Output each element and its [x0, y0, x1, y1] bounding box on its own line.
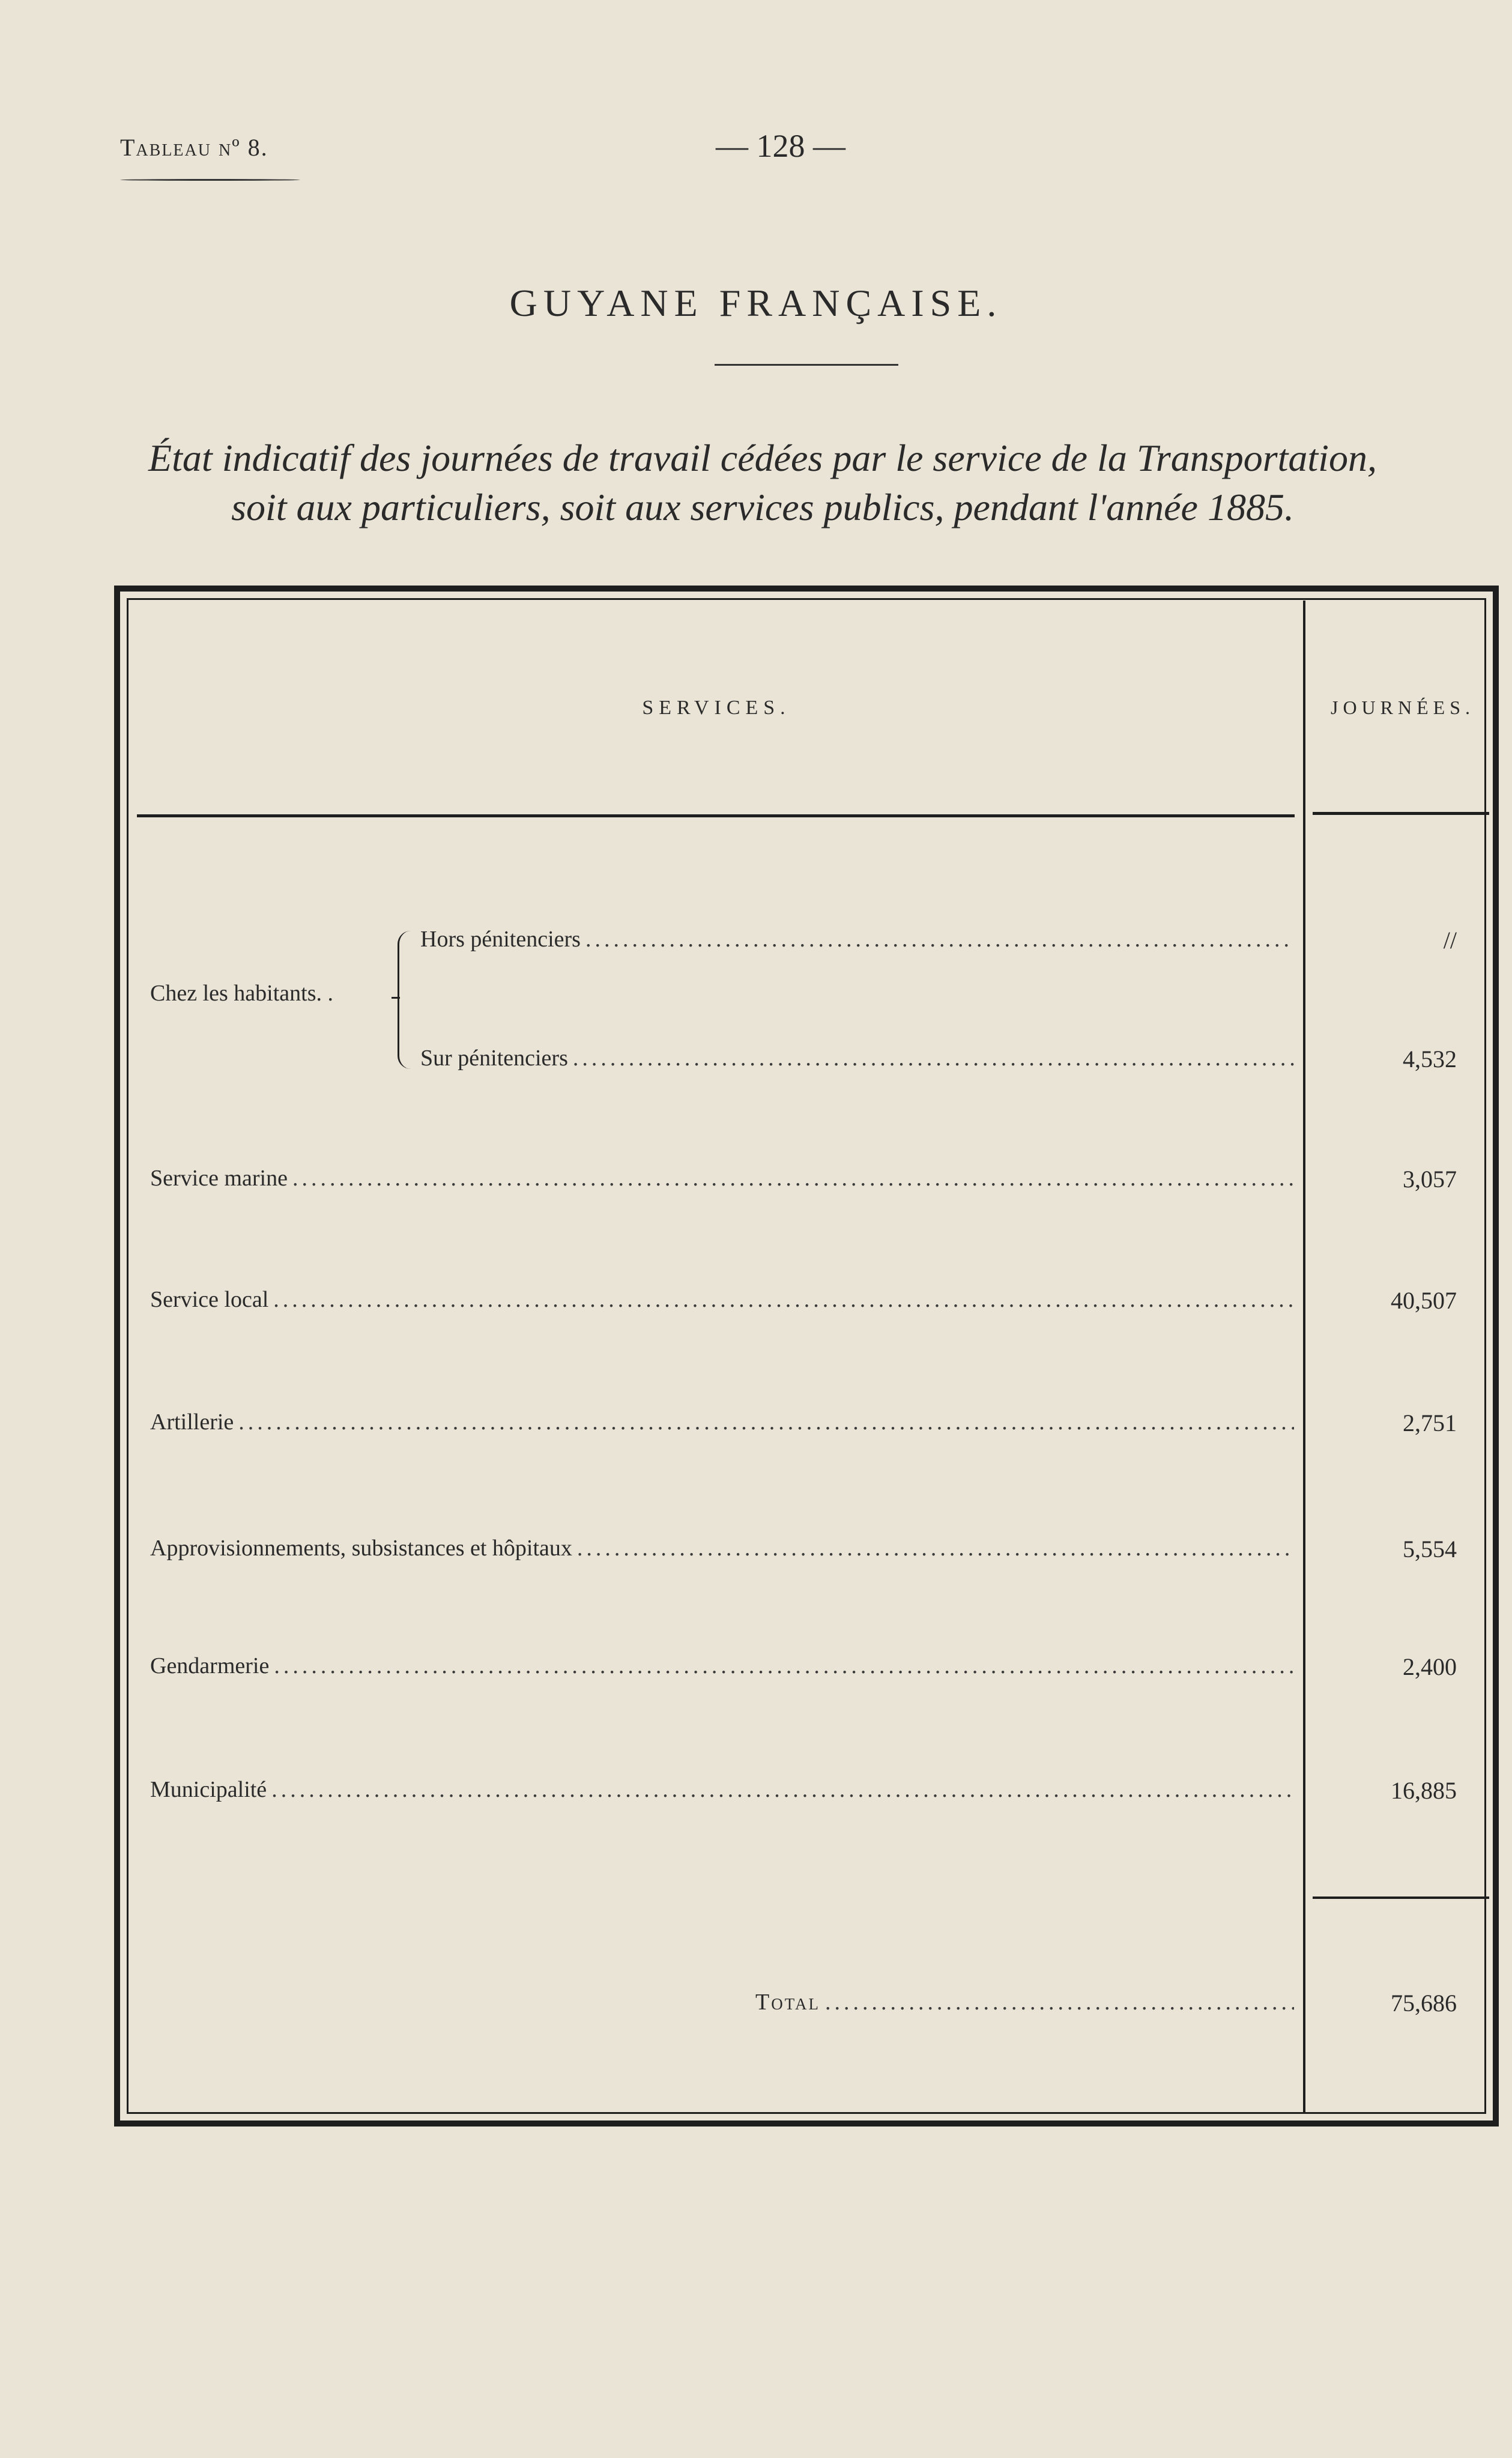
- table-row: [150, 1409, 1294, 1435]
- row-value: 5,554: [1403, 1536, 1457, 1563]
- group-label-habitants: Chez les habitants. .: [150, 981, 333, 1006]
- header-rule-services: [137, 814, 1295, 817]
- row-label: Service local: [150, 1287, 269, 1312]
- row-label: Service marine: [150, 1166, 288, 1191]
- total-row: [755, 1989, 1294, 2015]
- leader-dots: [238, 1409, 1294, 1435]
- row-value: 2,751: [1403, 1409, 1457, 1436]
- row-value: 4,532: [1403, 1046, 1457, 1073]
- subtitle-line-1: État indicatif des journées de travail cédées par le service de la Transportation,: [148, 437, 1377, 479]
- table-row: [150, 1653, 1294, 1679]
- leader-dots: [573, 1045, 1294, 1071]
- group-brace: [398, 931, 413, 1069]
- column-header-journees: JOURNÉES.: [1330, 697, 1475, 718]
- total-label: Total: [755, 1990, 821, 2015]
- page-number: — 128 —: [716, 128, 845, 164]
- row-label: Gendarmerie: [150, 1653, 270, 1679]
- table-row: [150, 1286, 1294, 1313]
- row-label: Hors pénitenciers: [420, 927, 581, 952]
- total-rule: [1313, 1896, 1489, 1899]
- header-rule-journees: [1313, 812, 1489, 815]
- row-value: 2,400: [1403, 1653, 1457, 1680]
- main-title: GUYANE FRANÇAISE.: [509, 282, 1003, 324]
- table-row: [150, 1165, 1294, 1191]
- leader-dots: [585, 926, 1294, 952]
- subtitle-line-2: soit aux particuliers, soit aux services publics, pendant l'année 1885.: [231, 486, 1294, 528]
- row-value: 3,057: [1403, 1166, 1457, 1193]
- group-brace-tip: [392, 997, 400, 999]
- leader-dots: [274, 1653, 1294, 1679]
- leader-dots: [292, 1165, 1294, 1191]
- leader-dots: [825, 1989, 1294, 2015]
- row-label: Municipalité: [150, 1777, 267, 1802]
- leader-dots: [271, 1776, 1294, 1803]
- row-value: 40,507: [1391, 1287, 1457, 1314]
- tableau-reference: Tableau nº 8.: [120, 134, 268, 161]
- row-value: //: [1443, 927, 1457, 954]
- table-row: [150, 1776, 1294, 1803]
- table-row: [420, 926, 1294, 952]
- reference-underline: [120, 179, 300, 181]
- leader-dots: [273, 1286, 1294, 1313]
- table-row: [150, 1535, 1294, 1561]
- column-divider: [1303, 601, 1305, 2113]
- row-value: 16,885: [1391, 1777, 1457, 1804]
- leader-dots: [577, 1535, 1294, 1561]
- table-row: [420, 1045, 1294, 1071]
- column-header-services: SERVICES.: [642, 697, 791, 719]
- subtitle: [90, 434, 1435, 532]
- row-label: Artillerie: [150, 1409, 234, 1435]
- total-value: 75,686: [1391, 1990, 1457, 2017]
- title-rule: [715, 364, 898, 366]
- row-label: Approvisionnements, subsistances et hôpitaux: [150, 1536, 572, 1561]
- row-label: Sur pénitenciers: [420, 1046, 568, 1071]
